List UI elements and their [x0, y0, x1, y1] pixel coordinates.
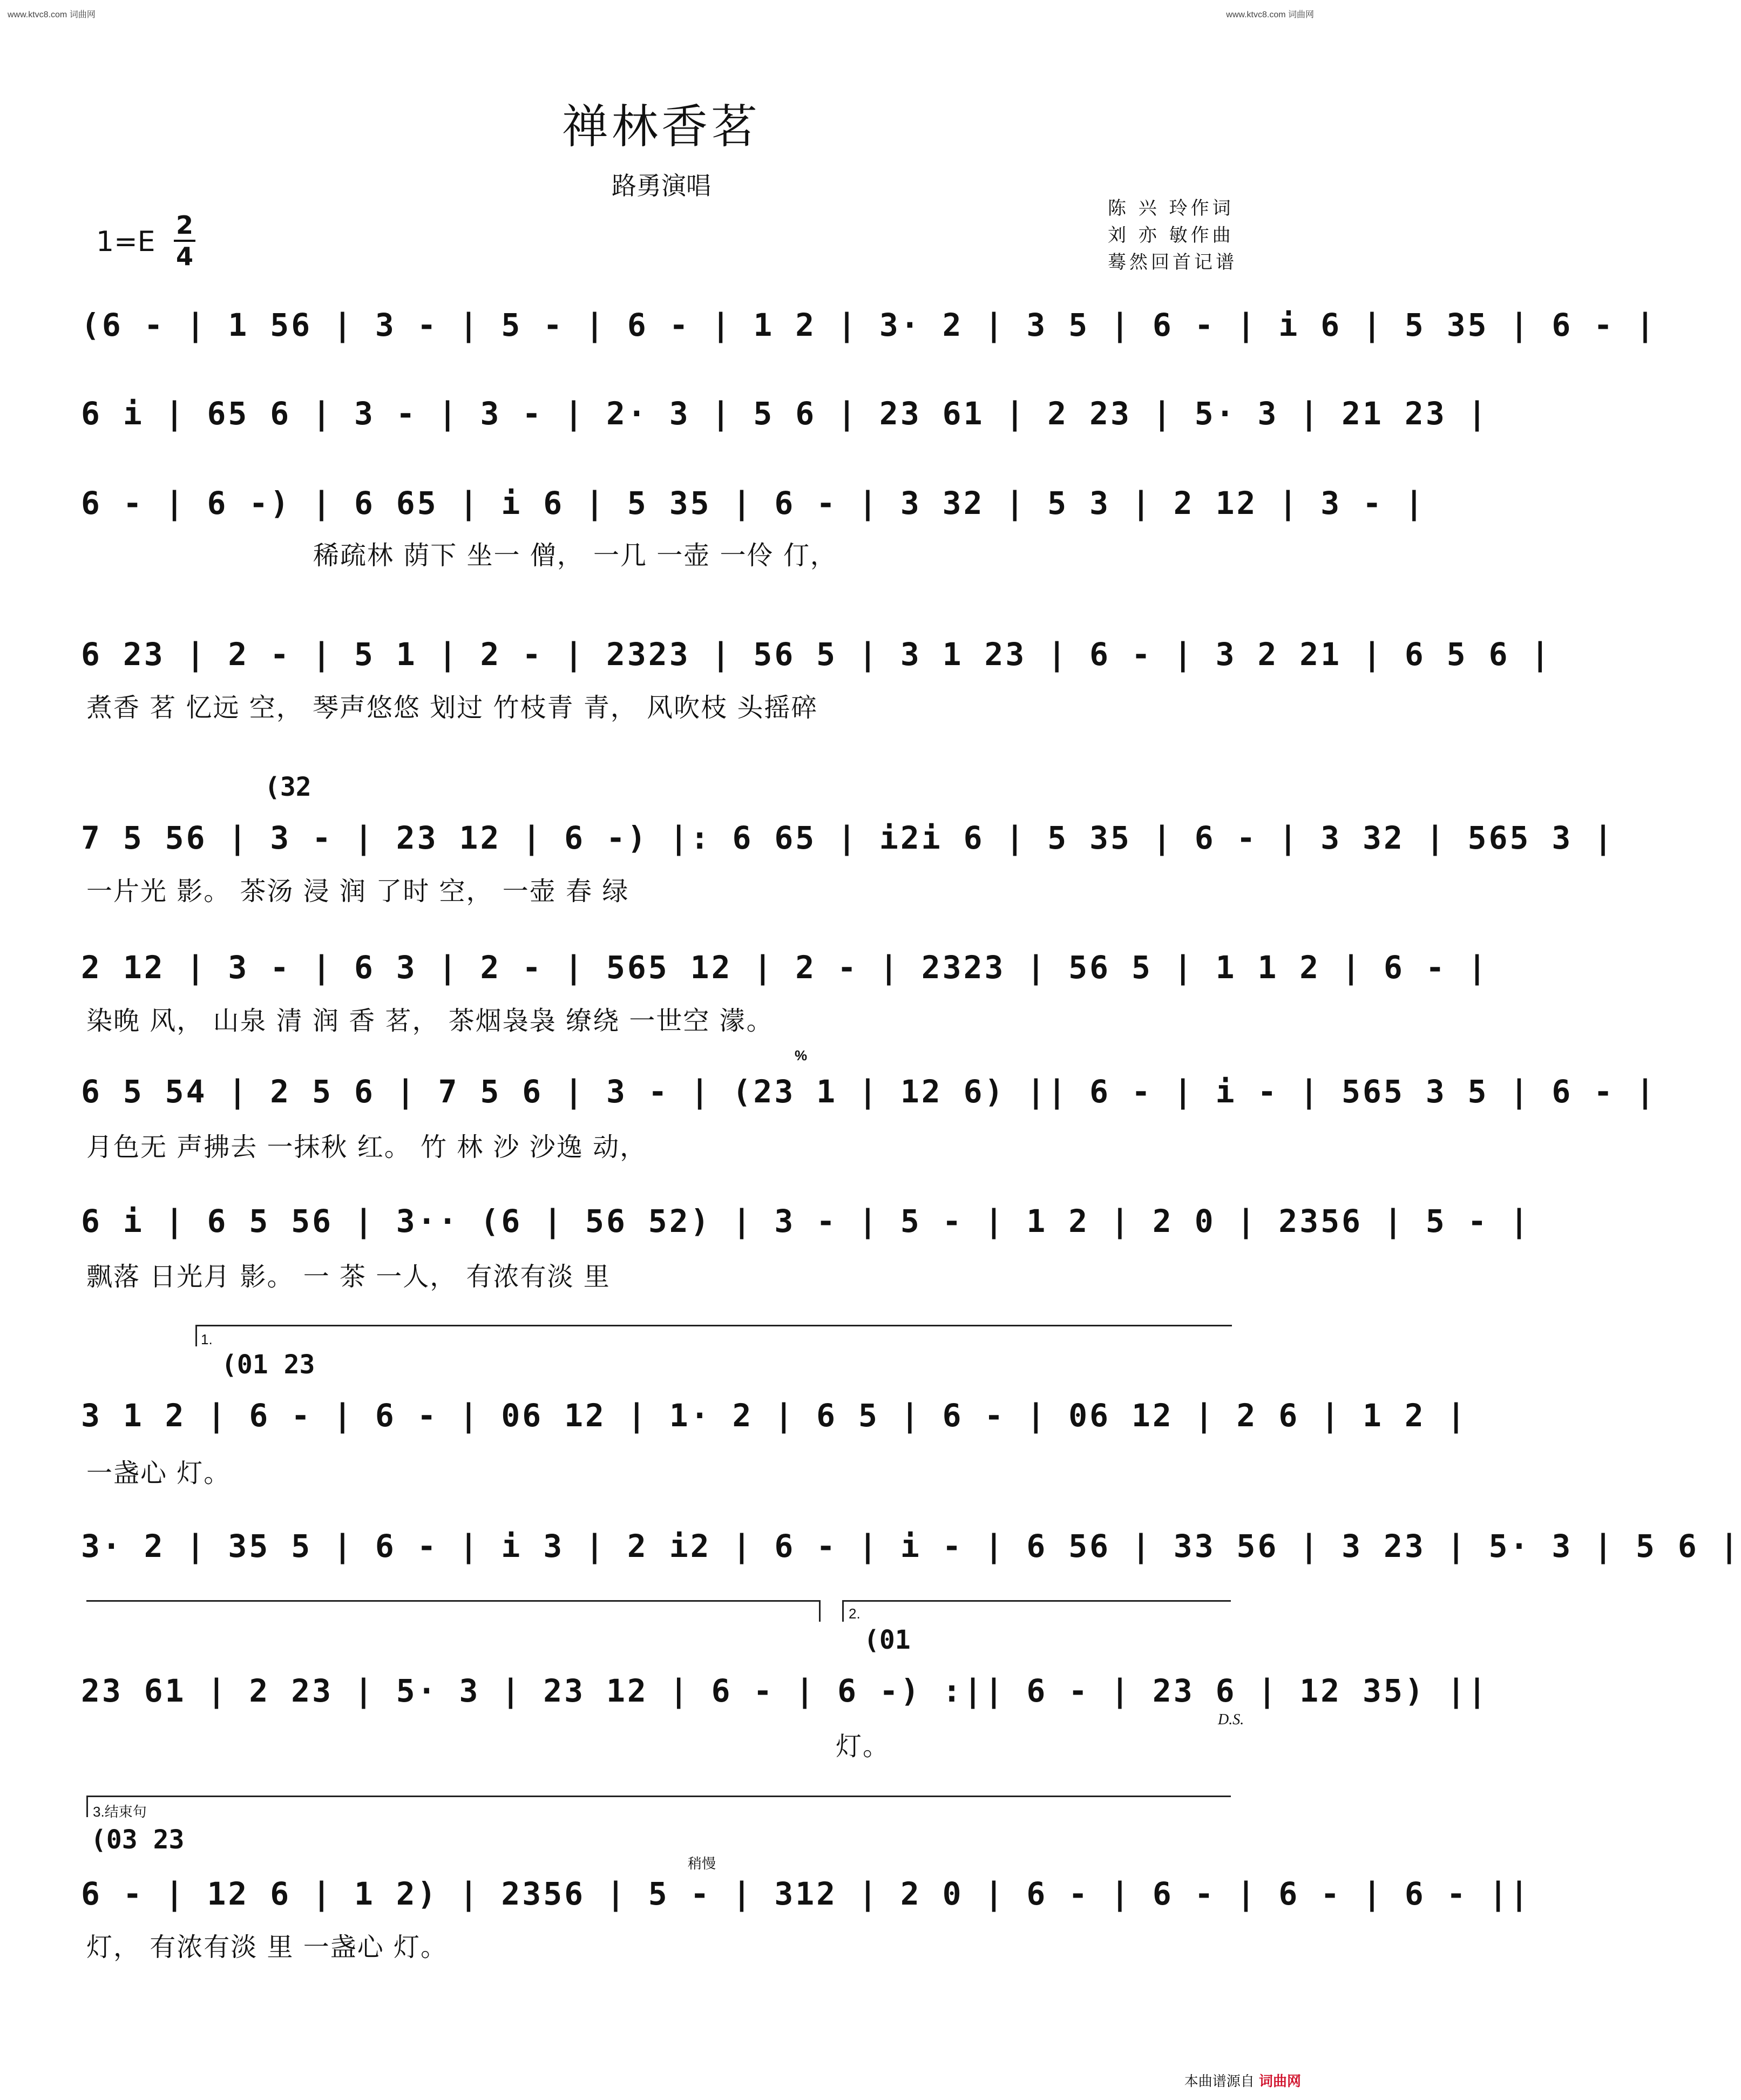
volta-1-bracket-continued: [86, 1600, 821, 1602]
song-title: 禅林香茗: [562, 100, 761, 154]
lyrics-line-3: 稀疏林 荫下 坐一 僧， 一几 一壶 一伶 仃，: [313, 540, 837, 571]
volta-1-bracket-close: [819, 1600, 821, 1622]
time-signature: [174, 212, 195, 270]
volta-2-bracket: [842, 1600, 1231, 1602]
notation-line-7: 6 5 54 | 2 5 6 | 7 5 6 | 3 - | (23 1 | 12 6) || 6 - | i - | 565 3 5 | 6 - |: [81, 1073, 1657, 1110]
notation-line-9: 3 1 2 | 6 - | 6 - | 06 12 | 1· 2 | 6 5 | 6 - | 06 12 | 2 6 | 1 2 |: [81, 1397, 1468, 1434]
lyricist-credit: 陈 兴 玲作词: [1108, 198, 1234, 219]
volta-3-bracket-end: [86, 1796, 88, 1817]
notation-line-1: (6 - | 1 56 | 3 - | 5 - | 6 - | 1 2 | 3· 2 | 3 5 | 6 - | i 6 | 5 35 | 6 - |: [81, 307, 1657, 343]
notation-line-11: 23 61 | 2 23 | 5· 3 | 23 12 | 6 - | 6 -) :|| 6 - | 23 6 | 12 35) ||: [81, 1672, 1489, 1709]
volta-2-bracket-end: [842, 1600, 844, 1622]
song-subtitle: 路勇演唱: [612, 171, 711, 200]
top-right-watermark: www.ktvc8.com 词曲网: [1226, 10, 1314, 19]
notation-line-12: 6 - | 12 6 | 1 2) | 2356 | 5 - | 312 | 2 0 | 6 - | 6 - | 6 - | 6 - ||: [81, 1875, 1531, 1912]
lyrics-line-11: 灯。: [836, 1731, 890, 1762]
notation-line-4: 6 23 | 2 - | 5 1 | 2 - | 2323 | 56 5 | 3 1 23 | 6 - | 3 2 21 | 6 5 6 |: [81, 636, 1552, 673]
lyrics-line-6: 染晚 风， 山泉 清 润 香 茗， 茶烟袅袅 缭绕 一世空 濛。: [86, 1006, 774, 1036]
volta-1-intro: (01 23: [221, 1350, 315, 1380]
grace-note-annotation: (32: [265, 772, 311, 802]
notation-line-5: 7 5 56 | 3 - | 23 12 | 6 -) |: 6 65 | i2i 6 | 5 35 | 6 - | 3 32 | 565 3 |: [81, 819, 1615, 856]
notation-line-3: 6 - | 6 -) | 6 65 | i 6 | 5 35 | 6 - | 3 32 | 5 3 | 2 12 | 3 - |: [81, 485, 1426, 521]
lyrics-line-5: 一片光 影。 茶汤 浸 润 了时 空， 一壶 春 绿: [86, 876, 629, 906]
lyrics-line-8: 飘落 日光月 影。 一 茶 一人， 有浓有淡 里: [86, 1262, 611, 1292]
time-signature-top: 2: [175, 211, 193, 240]
volta-1-label: 1.: [201, 1331, 213, 1347]
lyrics-line-7: 月色无 声拂去 一抹秋 红。 竹 林 沙 沙逸 动，: [86, 1132, 647, 1162]
lyrics-line-4: 煮香 茗 忆远 空， 琴声悠悠 划过 竹枝青 青， 风吹枝 头摇碎: [86, 693, 818, 723]
volta-3-bracket: [86, 1796, 1231, 1797]
notation-line-6: 2 12 | 3 - | 6 3 | 2 - | 565 12 | 2 - | 2323 | 56 5 | 1 1 2 | 6 - |: [81, 949, 1489, 986]
top-left-watermark: www.ktvc8.com 词曲网: [8, 10, 96, 19]
composer-credit: 刘 亦 敏作曲: [1108, 225, 1234, 246]
key-signature: 1=E: [96, 226, 155, 258]
notation-line-10: 3· 2 | 35 5 | 6 - | i 3 | 2 i2 | 6 - | i - | 6 56 | 33 56 | 3 23 | 5· 3 | 5 6 |: [81, 1528, 1741, 1564]
volta-3-intro: (03 23: [91, 1825, 185, 1855]
segno-sign: %: [795, 1047, 808, 1063]
volta-1-bracket-end: [195, 1325, 197, 1346]
time-signature-bottom: 4: [175, 242, 193, 271]
footer-source: [1184, 2070, 1301, 2090]
volta-2-intro: (01: [864, 1625, 911, 1655]
tempo-mark: 稍慢: [688, 1855, 716, 1872]
notation-line-8: 6 i | 6 5 56 | 3·· (6 | 56 52) | 3 - | 5 - | 1 2 | 2 0 | 2356 | 5 - |: [81, 1203, 1531, 1239]
volta-3-label: 3.结束句: [93, 1804, 147, 1820]
transcriber-credit: 蓦然回首记谱: [1108, 252, 1237, 273]
dal-segno-mark: D.S.: [1218, 1711, 1244, 1728]
volta-2-label: 2.: [849, 1606, 861, 1622]
lyrics-line-9: 一盏心 灯。: [86, 1458, 231, 1488]
lyrics-line-12: 灯， 有浓有淡 里 一盏心 灯。: [86, 1932, 448, 1962]
footer-source-text: 本曲谱源自: [1184, 2074, 1255, 2090]
volta-1-bracket: [195, 1325, 1232, 1326]
notation-line-2: 6 i | 65 6 | 3 - | 3 - | 2· 3 | 5 6 | 23 61 | 2 23 | 5· 3 | 21 23 |: [81, 395, 1489, 432]
footer-brand-logo: 词曲网: [1258, 2074, 1301, 2090]
